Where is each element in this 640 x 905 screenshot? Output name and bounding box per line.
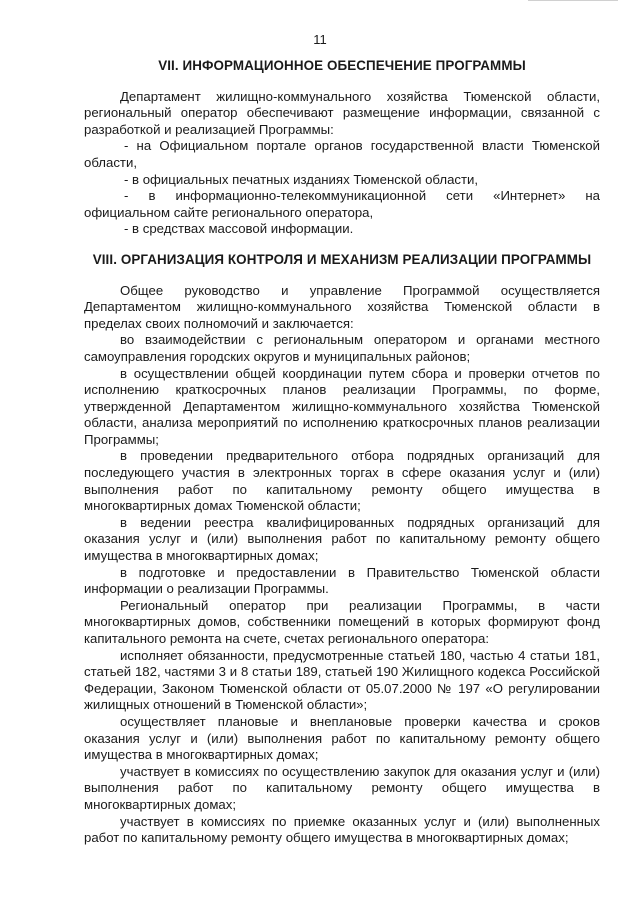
section-7-list-item: - на Официальном портале органов государственной власти Тюменской области, [84,138,600,170]
page-number: 11 [313,32,327,47]
section-7-list-item: - в официальных печатных изданиях Тюменской области, [124,171,479,187]
section-7-heading: VII. ИНФОРМАЦИОННОЕ ОБЕСПЕЧЕНИЕ ПРОГРАММЫ [158,58,526,73]
section-8-paragraph: участвует в комиссиях по осуществлению закупок для оказания услуг и (или) выполнения работ по капитальному ремонту общего имущества в многоквартирных домах; [84,763,600,812]
section-8-paragraph: в осуществлении общей координации путем сбора и проверки отчетов по исполнению краткосрочных планов реализации Программы, по форме, утвержденной Департаментом жилищно-коммунального хозяйства Тюменской области, анализа мероприятий по исполнению краткосрочных планов реализации Программы; [84,365,600,447]
section-8-paragraph: в подготовке и предоставлении в Правительство Тюменской области информации о реализации Программы. [84,564,600,597]
document-body [84,58,600,847]
section-8-paragraph: Региональный оператор при реализации Программы, в части многоквартирных домов, собственники помещений в которых формируют фонд капитального ремонта на счете, счетах регионального оператора: [84,597,600,646]
section-7-list-item: - в информационно-телекоммуникационной сети «Интернет» на официальном сайте регионального оператора, [84,188,600,220]
section-7-list-item: - в средствах массовой информации. [124,221,354,237]
section-8-paragraph: осуществляет плановые и внеплановые проверки качества и сроков оказания услуг и (или) выполнения работ по капитальному ремонту общего имущества в многоквартирных домах; [84,713,600,763]
scan-edge-mark [528,0,618,1]
section-8-paragraph: исполняет обязанности, предусмотренные статьей 180, частью 4 статьи 181, статьей 182, частями 3 и 8 статьи 189, статьей 190 Жилищного кодекса Российской Федерации, Законом Тюменской области от 05.07.2000 № 197 «О регулировании жилищных отношений в Тюменской области»; [84,647,600,713]
section-8-paragraph: в проведении предварительного отбора подрядных организаций для последующего участия в электронных торгах в сфере оказания услуг и (или) выполнения работ по капитальному ремонту общего имущества в многоквартирных домах Тюменской области; [84,448,600,514]
section-7-paragraph: Департамент жилищно-коммунального хозяйства Тюменской области, региональный оператор обеспечивают размещение информации, связанной с разработкой и реализацией Программы: [84,88,600,137]
section-8-paragraph: Общее руководство и управление Программой осуществляется Департаментом жилищно-коммунального хозяйства Тюменской области в пределах своих полномочий и заключается: [84,282,600,331]
section-8-heading: VIII. ОРГАНИЗАЦИЯ КОНТРОЛЯ И МЕХАНИЗМ РЕАЛИЗАЦИИ ПРОГРАММЫ [92,251,592,267]
section-8-paragraph: во взаимодействии с региональным оператором и органами местного самоуправления городских округов и муниципальных районов; [84,332,600,364]
section-8-paragraph: в ведении реестра квалифицированных подрядных организаций для оказания услуг и (или) выполнения работ по капитальному ремонту общего имущества в многоквартирных домах; [84,514,600,564]
section-8-paragraph: участвует в комиссиях по приемке оказанных услуг и (или) выполненных работ по капитальному ремонту общего имущества в многоквартирных домах; [84,813,600,846]
